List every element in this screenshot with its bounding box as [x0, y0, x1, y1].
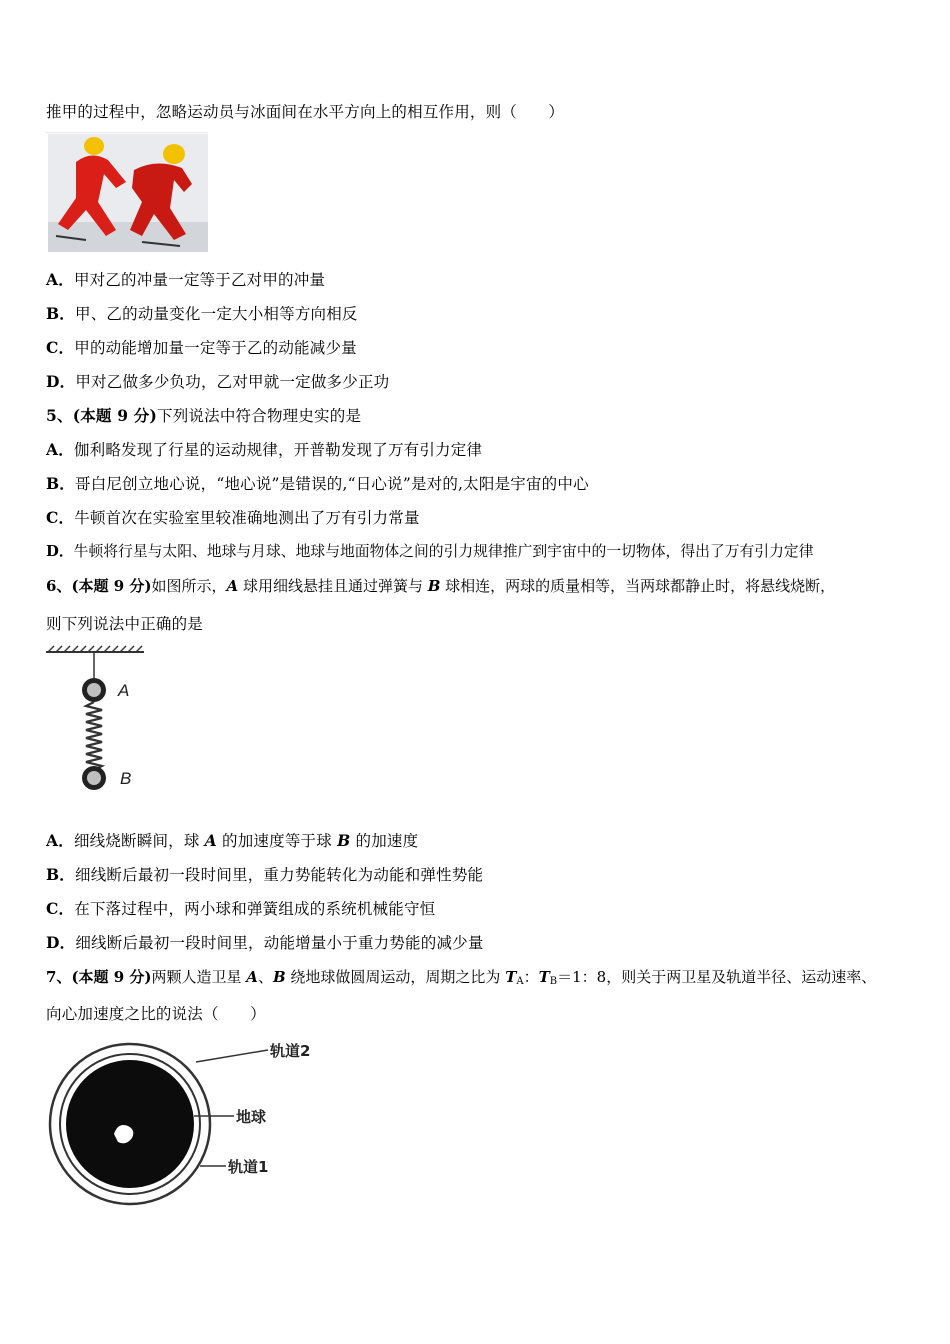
- orbit2-label: 轨道2: [270, 1042, 311, 1060]
- q6-option-a: A．细线烧断瞬间，球 A 的加速度等于球 B 的加速度: [46, 831, 419, 850]
- q4-option-d: D．甲对乙做多少负功，乙对甲就一定做多少正功: [46, 372, 390, 391]
- q5-option-b: B．哥白尼创立地心说，“地心说”是错误的,“日心说”是对的,太阳是宇宙的中心: [46, 474, 589, 493]
- earth-label: 地球: [236, 1108, 267, 1126]
- q6-option-c: C．在下落过程中，两小球和弹簧组成的系统机械能守恒: [46, 899, 436, 918]
- q6-stem-line2: 则下列说法中正确的是: [46, 615, 204, 633]
- q6-option-d: D．细线断后最初一段时间里，动能增量小于重力势能的减少量: [46, 933, 484, 952]
- q6-option-b: B．细线断后最初一段时间里，重力势能转化为动能和弹性势能: [46, 865, 484, 884]
- q4-option-c: C．甲的动能增加量一定等于乙的动能减少量: [46, 338, 357, 357]
- q4-stem-tail: 推甲的过程中，忽略运动员与冰面间在水平方向上的相互作用，则（ ）: [46, 103, 565, 121]
- q4-option-a: A．甲对乙的冲量一定等于乙对甲的冲量: [46, 270, 326, 289]
- q7-stem: 7、(本题 9 分)两颗人造卫星 A、B 绕地球做圆周运动，周期之比为 $T_A$：$T_B=1$：8，则关于两卫星及轨道半径、运动速率、: [46, 968, 877, 987]
- q5-stem: 5、(本题 9 分)下列说法中符合物理史实的是: [46, 406, 362, 425]
- ball-b-label: B: [120, 769, 132, 788]
- ball-a-label: A: [118, 681, 130, 700]
- skaters-photo: [46, 132, 208, 252]
- q5-option-c: C．牛顿首次在实验室里较准确地测出了万有引力常量: [46, 508, 420, 527]
- q5-option-d: D．牛顿将行星与太阳、地球与月球、地球与地面物体之间的引力规律推广到宇宙中的一切物体，得出了万有引力定律: [46, 543, 814, 560]
- q5-option-a: A．伽利略发现了行星的运动规律，开普勒发现了万有引力定律: [46, 440, 483, 459]
- orbit1-label: 轨道1: [228, 1158, 269, 1176]
- orbit-diagram: [46, 1034, 336, 1212]
- q4-option-b: B．甲、乙的动量变化一定大小相等方向相反: [46, 304, 358, 323]
- q7-stem-line2: 向心加速度之比的说法（ ）: [46, 1005, 266, 1023]
- spring-diagram: [44, 644, 154, 800]
- q6-stem: 6、(本题 9 分)如图所示，A 球用细线悬挂且通过弹簧与 B 球相连，两球的质量相等，当两球都静止时，将悬线烧断，: [46, 577, 836, 595]
